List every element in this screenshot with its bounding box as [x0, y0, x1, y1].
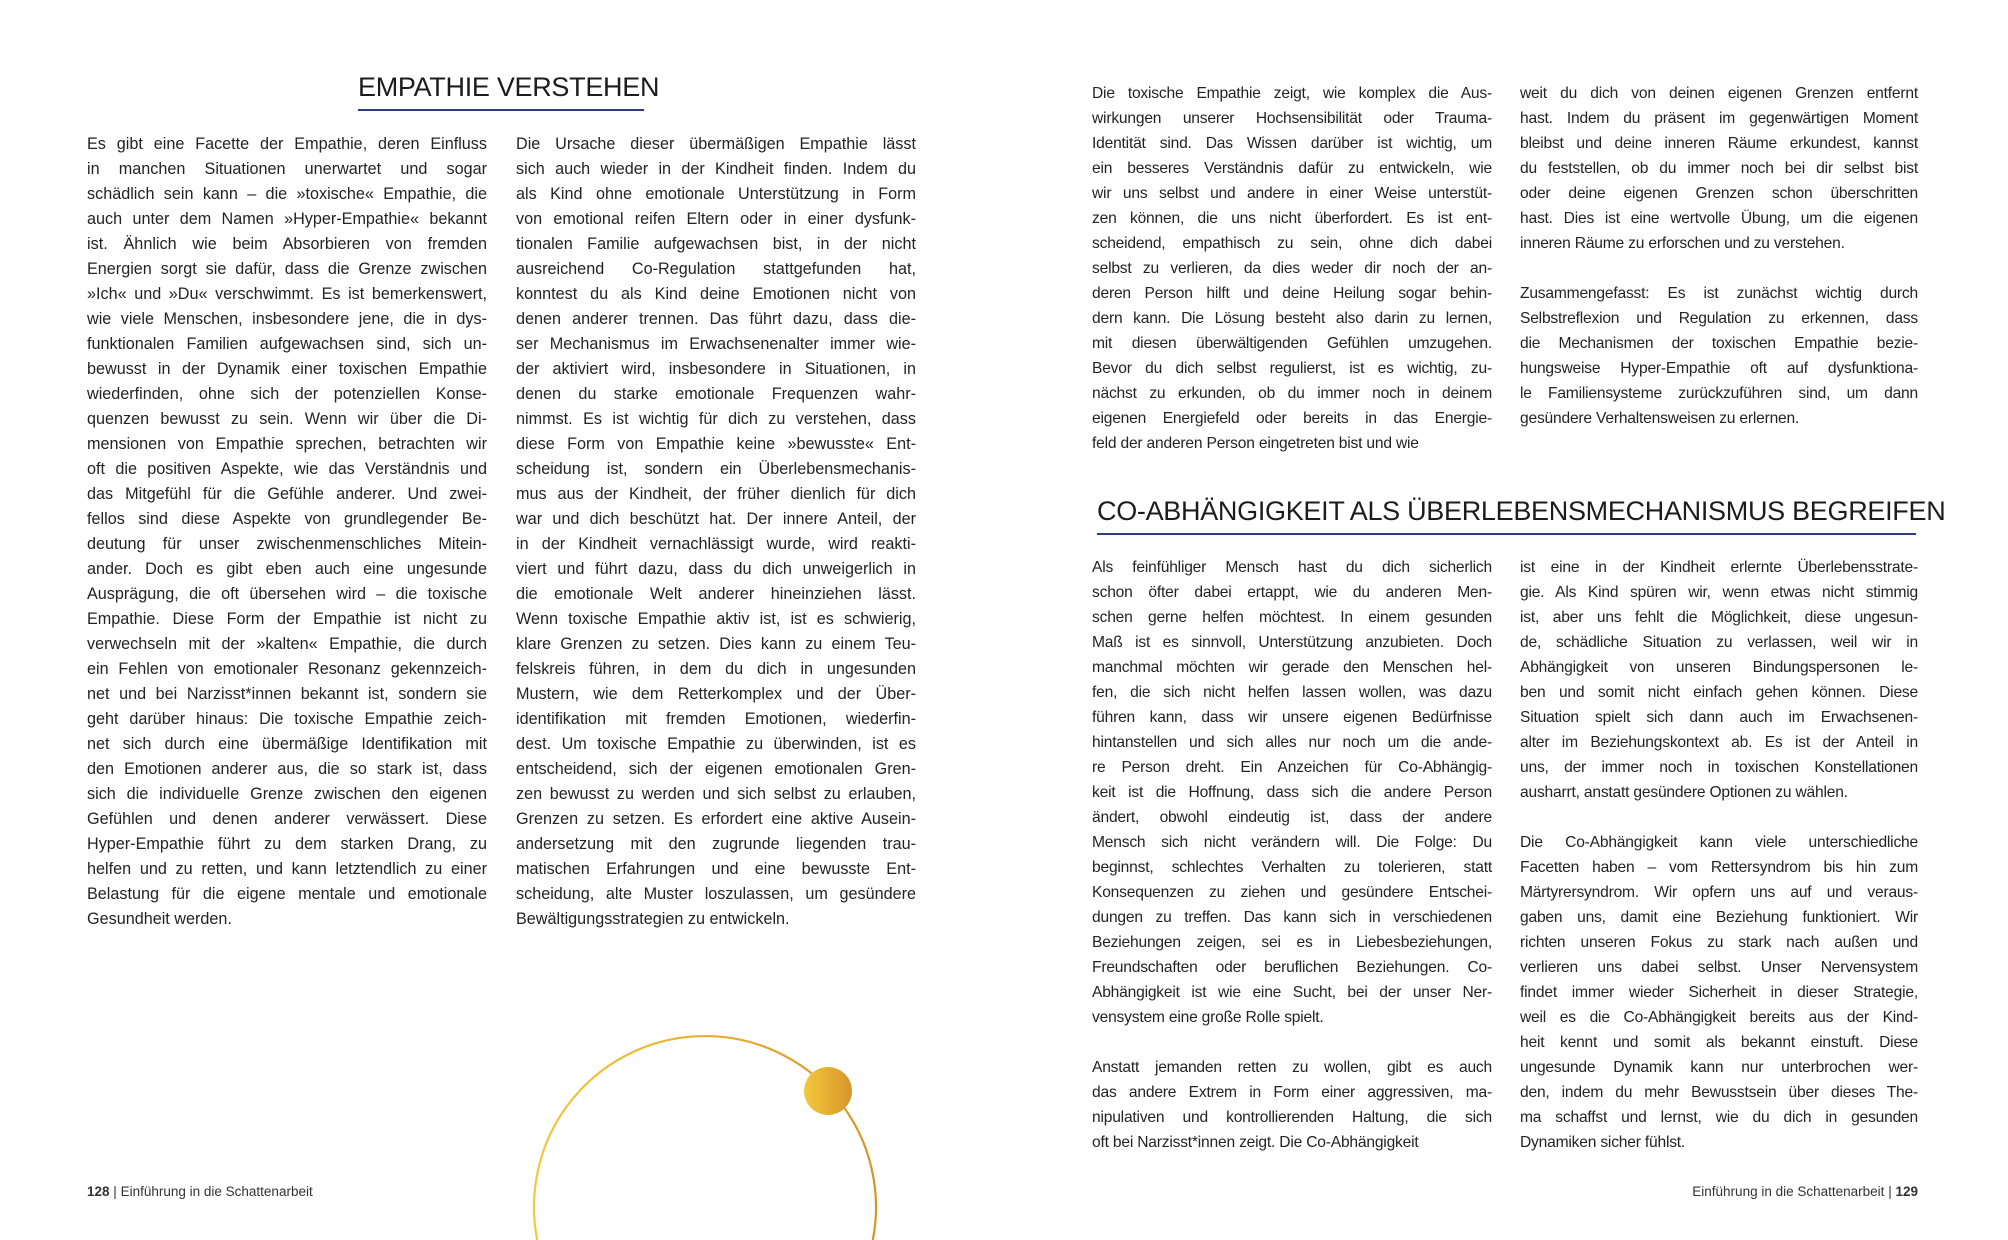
text-line: ist, aber uns fehlt die Möglichkeit, diese ungesun- [1520, 609, 1918, 626]
text-line: Situation spielt sich dann auch im Erwachsenen- [1520, 709, 1918, 726]
text-line: Ausprägung, die oft übersehen wird – die toxische [87, 585, 487, 603]
text-line: feld der anderen Person eingetreten bist und wie [1092, 435, 1419, 452]
text-line: mit diesen überwältigenden Gefühlen umzugehen. [1092, 335, 1492, 352]
text-line: das andere Extrem in Form einer aggressiven, ma- [1092, 1084, 1492, 1101]
text-line: ausharrt, anstatt gesündere Optionen zu wählen. [1520, 784, 1848, 801]
text-line: Gesundheit werden. [87, 910, 232, 928]
text-line: felskreis führen, in dem du dich in ungesunden [516, 660, 916, 678]
text-line: ser Mechanismus im Erwachsenenalter immer wie- [516, 335, 916, 353]
text-line: in manchen Situationen unerwartet und sogar [87, 160, 487, 178]
text-line: ma schaffst und lernst, wie du dich in gesunden [1520, 1109, 1918, 1126]
text-line: verwechseln mit der »kalten« Empathie, die durch [87, 635, 487, 653]
footer-right [1692, 1184, 1918, 1199]
text-line: Dynamiken sicher fühlst. [1520, 1134, 1686, 1151]
text-line: entscheidend, sich der eigenen emotionalen Gren- [516, 760, 916, 778]
text-line: von emotional reifen Eltern oder in einer dysfunk- [516, 210, 916, 228]
text-line: re Person dreht. Ein Anzeichen für Co-Abhängig- [1092, 759, 1492, 776]
text-line: de, schädliche Situation zu verlassen, weil wir in [1520, 634, 1918, 651]
text-line: helfen und zu retten, und kann letztendlich zu einer [87, 860, 487, 878]
text-line: hast. Indem du präsent im gegenwärtigen Moment [1520, 110, 1918, 127]
page-number: 129 [1895, 1184, 1918, 1199]
text-line: schädlich sein kann – die »toxische« Empathie, die [87, 185, 487, 203]
text-line: schon öfter dabei ertappt, wie du anderen Men- [1092, 584, 1492, 601]
text-line: ungesunde Dynamik kann nur unterbrochen wer- [1520, 1059, 1918, 1076]
text-line: vensystem eine große Rolle spielt. [1092, 1009, 1324, 1026]
page-number: 128 [87, 1184, 110, 1199]
text-line: du feststellen, ob du immer noch bei dir selbst bist [1520, 160, 1918, 177]
text-line: scheidend, empathisch zu sein, ohne dich dabei [1092, 235, 1492, 252]
text-line: hast. Dies ist eine wertvolle Übung, um die eigenen [1520, 210, 1918, 227]
text-line: Anstatt jemanden retten zu wollen, gibt es auch [1092, 1059, 1492, 1076]
text-line: hungsweise Hyper-Empathie oft auf dysfunktiona- [1520, 360, 1918, 377]
text-line: Selbstreflexion und Regulation zu erkennen, dass [1520, 310, 1918, 327]
text-line: scheidung ist, sondern ein Überlebensmechanis- [516, 460, 916, 478]
text-line: Beziehungen zeigen, sei es in Liebesbeziehungen, [1092, 934, 1492, 951]
text-line: identifikation mit fremden Emotionen, wiederfin- [516, 710, 916, 728]
section-heading-empathie: EMPATHIE VERSTEHEN [358, 72, 660, 102]
heading-underline [1097, 533, 1916, 535]
paragraph-gap [1520, 805, 1918, 830]
running-title: Einführung in die Schattenarbeit [120, 1184, 313, 1199]
text-line: sich die individuelle Grenze zwischen den eigenen [87, 785, 487, 803]
text-line: keit ist die Hoffnung, dass sich die andere Person [1092, 784, 1492, 801]
text-line: Konsequenzen zu ziehen und gesündere Entschei- [1092, 884, 1492, 901]
text-line: hintanstellen und sich alles nur noch um die ande- [1092, 734, 1492, 751]
text-line: sich auch wieder in der Kindheit finden. Indem du [516, 160, 916, 178]
text-line: oft bei Narzisst*innen zeigt. Die Co-Abhängigkeit [1092, 1134, 1419, 1151]
text-line: Mustern, wie dem Retterkomplex und der Über- [516, 685, 916, 703]
text-line: Es gibt eine Facette der Empathie, deren Einfluss [87, 135, 487, 153]
text-line: bleibst und deine inneren Räume erkundest, kannst [1520, 135, 1918, 152]
text-line: viert und führt dazu, dass du dich unweigerlich in [516, 560, 916, 578]
right-page-top-column-1 [1092, 81, 1492, 456]
text-line: Identität sind. Das Wissen darüber ist wichtig, um [1092, 135, 1492, 152]
text-line: andersetzung mit den zugrunde liegenden trau- [516, 835, 916, 853]
text-line: ein besseres Verständnis dafür zu entwickeln, wie [1092, 160, 1492, 177]
text-line: die Mechanismen der toxischen Empathie bezie- [1520, 335, 1918, 352]
text-line: Hyper-Empathie führt zu dem starken Drang, zu [87, 835, 487, 853]
text-line: deren Person hilft und deine Heilung sogar behin- [1092, 285, 1492, 302]
text-line: beginnst, schlechtes Verhalten zu tolerieren, statt [1092, 859, 1492, 876]
text-line: gaben uns, damit eine Beziehung funktioniert. Wir [1520, 909, 1918, 926]
text-line: uns, der immer noch in toxischen Konstellationen [1520, 759, 1918, 776]
text-line: Energien sorgt sie dafür, dass die Grenze zwischen [87, 260, 487, 278]
text-line: le Familiensysteme zurückzuführen sind, um dann [1520, 385, 1918, 402]
text-line: führen kann, dass wir unsere eigenen Bedürfnisse [1092, 709, 1492, 726]
text-line: wiederfinden, ohne sich der potenziellen Konse- [87, 385, 487, 403]
text-line: alter im Beziehungskontext ab. Es ist der Anteil in [1520, 734, 1918, 751]
text-line: geht darüber hinaus: Die toxische Empathie zeich- [87, 710, 487, 728]
text-line: ben und somit nicht einfach gehen können. Diese [1520, 684, 1918, 701]
text-line: net sich durch eine übermäßige Identifikation mit [87, 735, 487, 753]
text-line: als Kind ohne emotionale Unterstützung in Form [516, 185, 916, 203]
text-line: oder deine eigenen Grenzen schon überschritten [1520, 185, 1918, 202]
text-line: Die toxische Empathie zeigt, wie komplex die Aus- [1092, 85, 1492, 102]
text-line: heit kennt und somit als bekannt einstuft. Diese [1520, 1034, 1918, 1051]
text-line: weit du dich von deinen eigenen Grenzen entfernt [1520, 85, 1918, 102]
text-line: der aktiviert wird, insbesondere in Situationen, in [516, 360, 916, 378]
text-line: Empathie. Diese Form der Empathie ist nicht zu [87, 610, 487, 628]
text-line: Abhängigkeit ist wie eine Sucht, bei der unser Ner- [1092, 984, 1492, 1001]
text-line: Wenn toxische Empathie aktiv ist, ist es schwierig, [516, 610, 916, 628]
text-line: eigenen Energiefeld oder bereits in das Energie- [1092, 410, 1492, 427]
text-line: Freundschaften oder beruflichen Beziehungen. Co- [1092, 959, 1492, 976]
text-line: dern kann. Die Lösung besteht also darin zu lernen, [1092, 310, 1492, 327]
left-page-column-2 [516, 132, 916, 932]
footer-left [87, 1184, 313, 1199]
text-line: wie viele Menschen, insbesondere jene, die in dys- [87, 310, 487, 328]
text-line: Mensch sich nicht verändern will. Die Folge: Du [1092, 834, 1492, 851]
text-line: ander. Doch es gibt eben auch eine ungesunde [87, 560, 487, 578]
text-line: zen können, die uns nicht überfordert. Es ist ent- [1092, 210, 1492, 227]
text-line: fellos sind diese Aspekte von grundlegender Be- [87, 510, 487, 528]
text-line: Facetten haben – vom Rettersyndrom bis hin zum [1520, 859, 1918, 876]
text-line: ist. Ähnlich wie beim Absorbieren von fremden [87, 235, 487, 253]
text-line: manchmal möchten wir gerade den Menschen hel- [1092, 659, 1492, 676]
right-page-bottom-column-1 [1092, 555, 1492, 1155]
text-line: war und dich beschützt hat. Der innere Anteil, der [516, 510, 916, 528]
gold-dot [804, 1067, 852, 1115]
text-line: den, indem du mehr Bewusstsein über dieses The- [1520, 1084, 1918, 1101]
text-line: zen bewusst zu werden und sich selbst zu erlauben, [516, 785, 916, 803]
text-line: oft die positiven Aspekte, wie das Verständnis und [87, 460, 487, 478]
right-page-bottom-column-2 [1520, 555, 1918, 1155]
text-line: matischen Erfahrungen und eine bewusste Ent- [516, 860, 916, 878]
footer-separator: | [113, 1184, 117, 1199]
text-line: ein Fehlen von emotionaler Resonanz gekennzeich- [87, 660, 487, 678]
text-line: dungen zu treffen. Das kann sich in verschiedenen [1092, 909, 1492, 926]
text-line: fen, die sich nicht helfen lassen wollen, was dazu [1092, 684, 1492, 701]
text-line: Belastung für die eigene mentale und emotionale [87, 885, 487, 903]
text-line: die emotionale Welt anderer hineinziehen lässt. [516, 585, 916, 603]
text-line: richten unseren Fokus zu stark nach außen und [1520, 934, 1918, 951]
text-line: diese Form von Empathie keine »bewusste« Ent- [516, 435, 916, 453]
text-line: funktionalen Familien aufgewachsen sind, sich un- [87, 335, 487, 353]
text-line: tionalen Familie aufgewachsen bist, in der nicht [516, 235, 916, 253]
text-line: »Ich« und »Du« verschwimmt. Es ist bemerkenswert, [87, 285, 487, 303]
text-line: denen anderer trennen. Das führt dazu, dass die- [516, 310, 916, 328]
text-line: ändert, obwohl eindeutig ist, dass der andere [1092, 809, 1492, 826]
text-line: Die Co-Abhängigkeit kann viele unterschiedliche [1520, 834, 1918, 851]
text-line: denen du starke emotionale Frequenzen wahr- [516, 385, 916, 403]
text-line: selbst zu verlieren, da dies weder dir noch der an- [1092, 260, 1492, 277]
text-line: deutung für unser zwischenmenschliches Mitein- [87, 535, 487, 553]
text-line: Die Ursache dieser übermäßigen Empathie lässt [516, 135, 916, 153]
text-line: Bewältigungsstrategien zu entwickeln. [516, 910, 790, 928]
text-line: gie. Als Kind spüren wir, wenn etwas nicht stimmig [1520, 584, 1918, 601]
heading-underline [358, 109, 644, 111]
text-line: nimmst. Es ist wichtig für dich zu verstehen, dass [516, 410, 916, 428]
text-line: Grenzen zu setzen. Es erfordert eine aktive Ausein- [516, 810, 916, 828]
text-line: nipulativen und kontrollierenden Haltung, die sich [1092, 1109, 1492, 1126]
text-line: Als feinfühliger Mensch hast du dich sicherlich [1092, 559, 1492, 576]
paragraph-gap [1520, 256, 1918, 281]
paragraph-gap [1092, 1030, 1492, 1055]
text-line: net und bei Narzisst*innen bekannt ist, sondern sie [87, 685, 487, 703]
text-line: schen gerne helfen möchtest. In einem gesunden [1092, 609, 1492, 626]
text-line: mensionen von Empathie sprechen, betrachten wir [87, 435, 487, 453]
text-line: wir uns selbst und andere in einer Weise unterstüt- [1092, 185, 1492, 202]
text-line: ausreichend Co-Regulation stattgefunden hat, [516, 260, 916, 278]
text-line: in der Kindheit vernachlässigt wurde, wird reakti- [516, 535, 916, 553]
running-title: Einführung in die Schattenarbeit [1692, 1184, 1885, 1199]
text-line: das Mitgefühl für die Gefühle anderer. Und zwei- [87, 485, 487, 503]
text-line: dest. Um toxische Empathie zu überwinden, ist es [516, 735, 916, 753]
text-line: scheidung, alte Muster loszulassen, um gesündere [516, 885, 916, 903]
text-line: den Emotionen anderer aus, die so stark ist, dass [87, 760, 487, 778]
text-line: ist eine in der Kindheit erlernte Überlebensstrate- [1520, 559, 1918, 576]
footer-separator: | [1888, 1184, 1892, 1199]
text-line: Bevor du dich selbst regulierst, ist es wichtig, zu- [1092, 360, 1492, 377]
text-line: Maß ist es sinnvoll, Unterstützung anzubieten. Doch [1092, 634, 1492, 651]
text-line: findet immer wieder Sicherheit in dieser Strategie, [1520, 984, 1918, 1001]
text-line: Zusammengefasst: Es ist zunächst wichtig durch [1520, 285, 1918, 302]
left-page-column-1 [87, 132, 487, 932]
text-line: klare Grenzen zu setzen. Dies kann zu einem Teu- [516, 635, 916, 653]
text-line: bewusst in der Dynamik einer toxischen Empathie [87, 360, 487, 378]
text-line: nächst zu erkunden, ob du immer noch in deinem [1092, 385, 1492, 402]
text-line: quenzen bewusst zu sein. Wenn wir über die Di- [87, 410, 487, 428]
text-line: mus aus der Kindheit, der früher dienlich für dich [516, 485, 916, 503]
text-line: wirkungen unserer Hochsensibilität oder Trauma- [1092, 110, 1492, 127]
text-line: Märtyrersyndrom. Wir opfern uns auf und veraus- [1520, 884, 1918, 901]
text-line: inneren Räume zu erforschen und zu verstehen. [1520, 235, 1845, 252]
text-line: Gefühlen und denen anderer verwässert. Diese [87, 810, 487, 828]
section-heading-co-abhaengigkeit: CO-ABHÄNGIGKEIT ALS ÜBERLEBENSMECHANISMUS BEGREIFEN [1097, 496, 1946, 526]
right-page-top-column-2 [1520, 81, 1918, 431]
text-line: verlieren uns dabei selbst. Unser Nervensystem [1520, 959, 1918, 976]
text-line: auch unter dem Namen »Hyper-Empathie« bekannt [87, 210, 487, 228]
text-line: gesündere Verhaltensweisen zu erlernen. [1520, 410, 1800, 427]
text-line: Abhängigkeit von unseren Bindungspersonen le- [1520, 659, 1918, 676]
text-line: weil es die Co-Abhängigkeit bereits aus der Kind- [1520, 1009, 1918, 1026]
text-line: konntest du als Kind deine Emotionen nicht von [516, 285, 916, 303]
gold-ring [534, 1036, 876, 1240]
